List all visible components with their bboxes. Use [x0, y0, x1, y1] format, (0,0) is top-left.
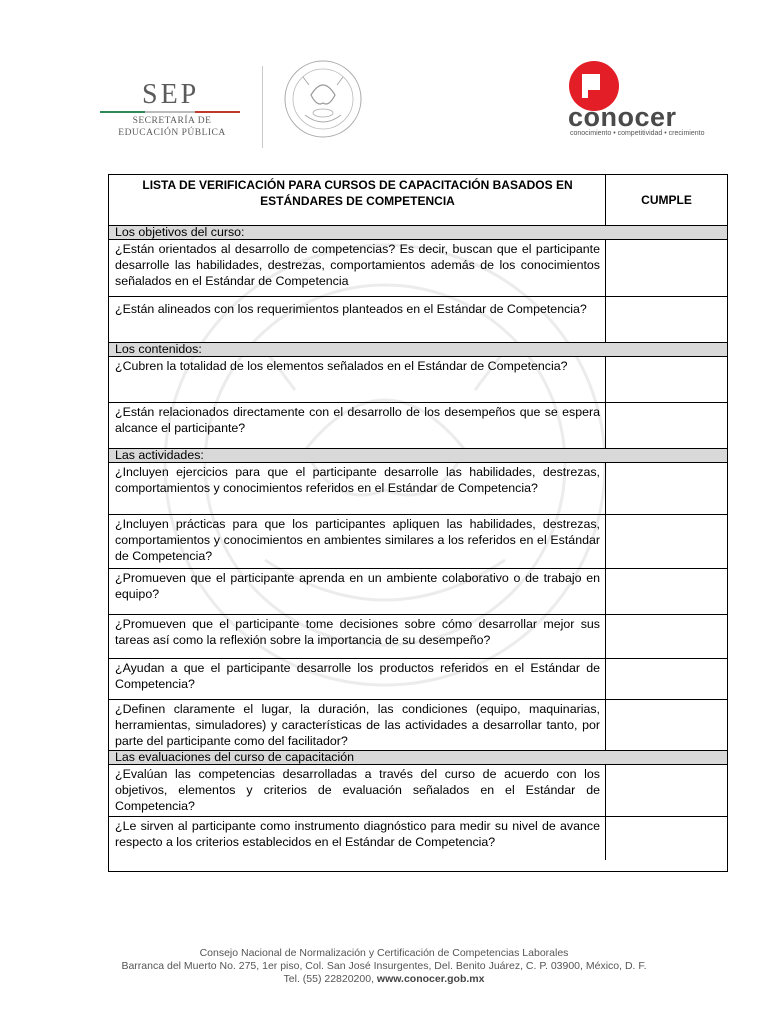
cumple-cell[interactable] [606, 817, 727, 860]
question-text: ¿Cubren la totalidad de los elementos señalados en el Estándar de Competencia? [109, 357, 606, 402]
sep-subtitle-line1: SECRETARÍA DE [132, 116, 212, 126]
cumple-cell[interactable] [606, 463, 727, 514]
question-text: ¿Promueven que el participante aprenda en un ambiente colaborativo o de trabajo en equipo? [109, 569, 606, 614]
sep-logo [100, 75, 245, 137]
table-row [109, 240, 727, 297]
table-row [109, 569, 727, 615]
cumple-cell[interactable] [606, 297, 727, 342]
conocer-wordmark: conocer [568, 102, 677, 132]
header-divider [262, 66, 263, 148]
cumple-cell[interactable] [606, 700, 727, 750]
cumple-cell[interactable] [606, 659, 727, 699]
footer-address: Barranca del Muerto No. 275, 1er piso, Col. San José Insurgentes, Del. Benito Juárez, C. P. 03900, México, D. F. [121, 960, 647, 972]
table-row [109, 659, 727, 700]
cumple-cell[interactable] [606, 403, 727, 448]
cumple-cell[interactable] [606, 515, 727, 568]
table-row [109, 297, 727, 343]
footer-contact [0, 973, 768, 986]
section-header-evaluaciones: Las evaluaciones del curso de capacitación [109, 751, 727, 765]
table-row [109, 615, 727, 659]
table-row [109, 817, 727, 860]
section-header-contenidos: Los contenidos: [109, 343, 727, 357]
table-row [109, 357, 727, 403]
conocer-tagline: conocimiento • competitividad • crecimiento [570, 130, 705, 137]
table-title: LISTA DE VERIFICACIÓN PARA CURSOS DE CAPACITACIÓN BASADOS EN ESTÁNDARES DE COMPETENCIA [109, 175, 606, 225]
sep-tricolor-lines [100, 111, 240, 115]
table-row [109, 765, 727, 817]
question-text: ¿Están relacionados directamente con el desarrollo de los desempeños que se espera alcance el participante? [109, 403, 606, 448]
footer-organization: Consejo Nacional de Normalización y Certificación de Competencias Laborales [199, 947, 569, 959]
checklist-table [108, 174, 728, 872]
footer-phone: Tel. (55) 22820200, [283, 973, 374, 985]
page-header [0, 0, 768, 160]
section-header-actividades: Las actividades: [109, 449, 727, 463]
cumple-cell[interactable] [606, 240, 727, 296]
table-header-row [109, 175, 727, 226]
page-footer [0, 947, 768, 986]
cumple-cell[interactable] [606, 569, 727, 614]
section-header-objetivos: Los objetivos del curso: [109, 226, 727, 240]
cumple-header: CUMPLE [641, 193, 692, 207]
question-text: ¿Están alineados con los requerimientos planteados en el Estándar de Competencia? [109, 297, 606, 342]
sep-subtitle-line2: EDUCACIÓN PÚBLICA [118, 128, 226, 138]
question-text: ¿Le sirven al participante como instrumento diagnóstico para medir su nivel de avance respecto a los criterios establecidos en el Estándar de Competencia? [109, 817, 606, 860]
question-text: ¿Evalúan las competencias desarrolladas a través del curso de acuerdo con los objetivos, elementos y criterios de evaluación señalados en el Estándar de Competencia? [109, 765, 606, 816]
table-row [109, 403, 727, 449]
table-row [109, 515, 727, 569]
question-text: ¿Ayudan a que el participante desarrolle los productos referidos en el Estándar de Competencia? [109, 659, 606, 699]
table-row [109, 463, 727, 515]
table-row [109, 700, 727, 751]
cumple-cell[interactable] [606, 615, 727, 658]
sep-wordmark: SEP [142, 79, 200, 110]
footer-website-link[interactable]: www.conocer.gob.mx [376, 973, 485, 985]
question-text: ¿Promueven que el participante tome decisiones sobre cómo desarrollar mejor sus tareas así como la reflexión sobre la importancia de su desempeño? [109, 615, 606, 658]
question-text: ¿Están orientados al desarrollo de competencias? Es decir, buscan que el participante desarrolle las habilidades, destrezas, comportamientos además de los conocimientos señalados en el Estándar de Competencia [109, 240, 606, 296]
question-text: ¿Incluyen ejercicios para que el participante desarrolle las habilidades, destrezas, comportamientos y conocimientos referidos en el Estándar de Competencia? [109, 463, 606, 514]
cumple-cell[interactable] [606, 357, 727, 402]
national-seal-icon [283, 55, 363, 147]
question-text: ¿Incluyen prácticas para que los participantes apliquen las habilidades, destrezas, comportamientos y conocimientos en ambientes similares a los referidos en el Estándar de Competencia? [109, 515, 606, 568]
cumple-cell[interactable] [606, 765, 727, 816]
question-text: ¿Definen claramente el lugar, la duración, las condiciones (equipo, maquinarias, herramientas, simuladores) y características de las actividades a desarrollar tanto, por parte del participante como del facilitador? [109, 700, 606, 750]
